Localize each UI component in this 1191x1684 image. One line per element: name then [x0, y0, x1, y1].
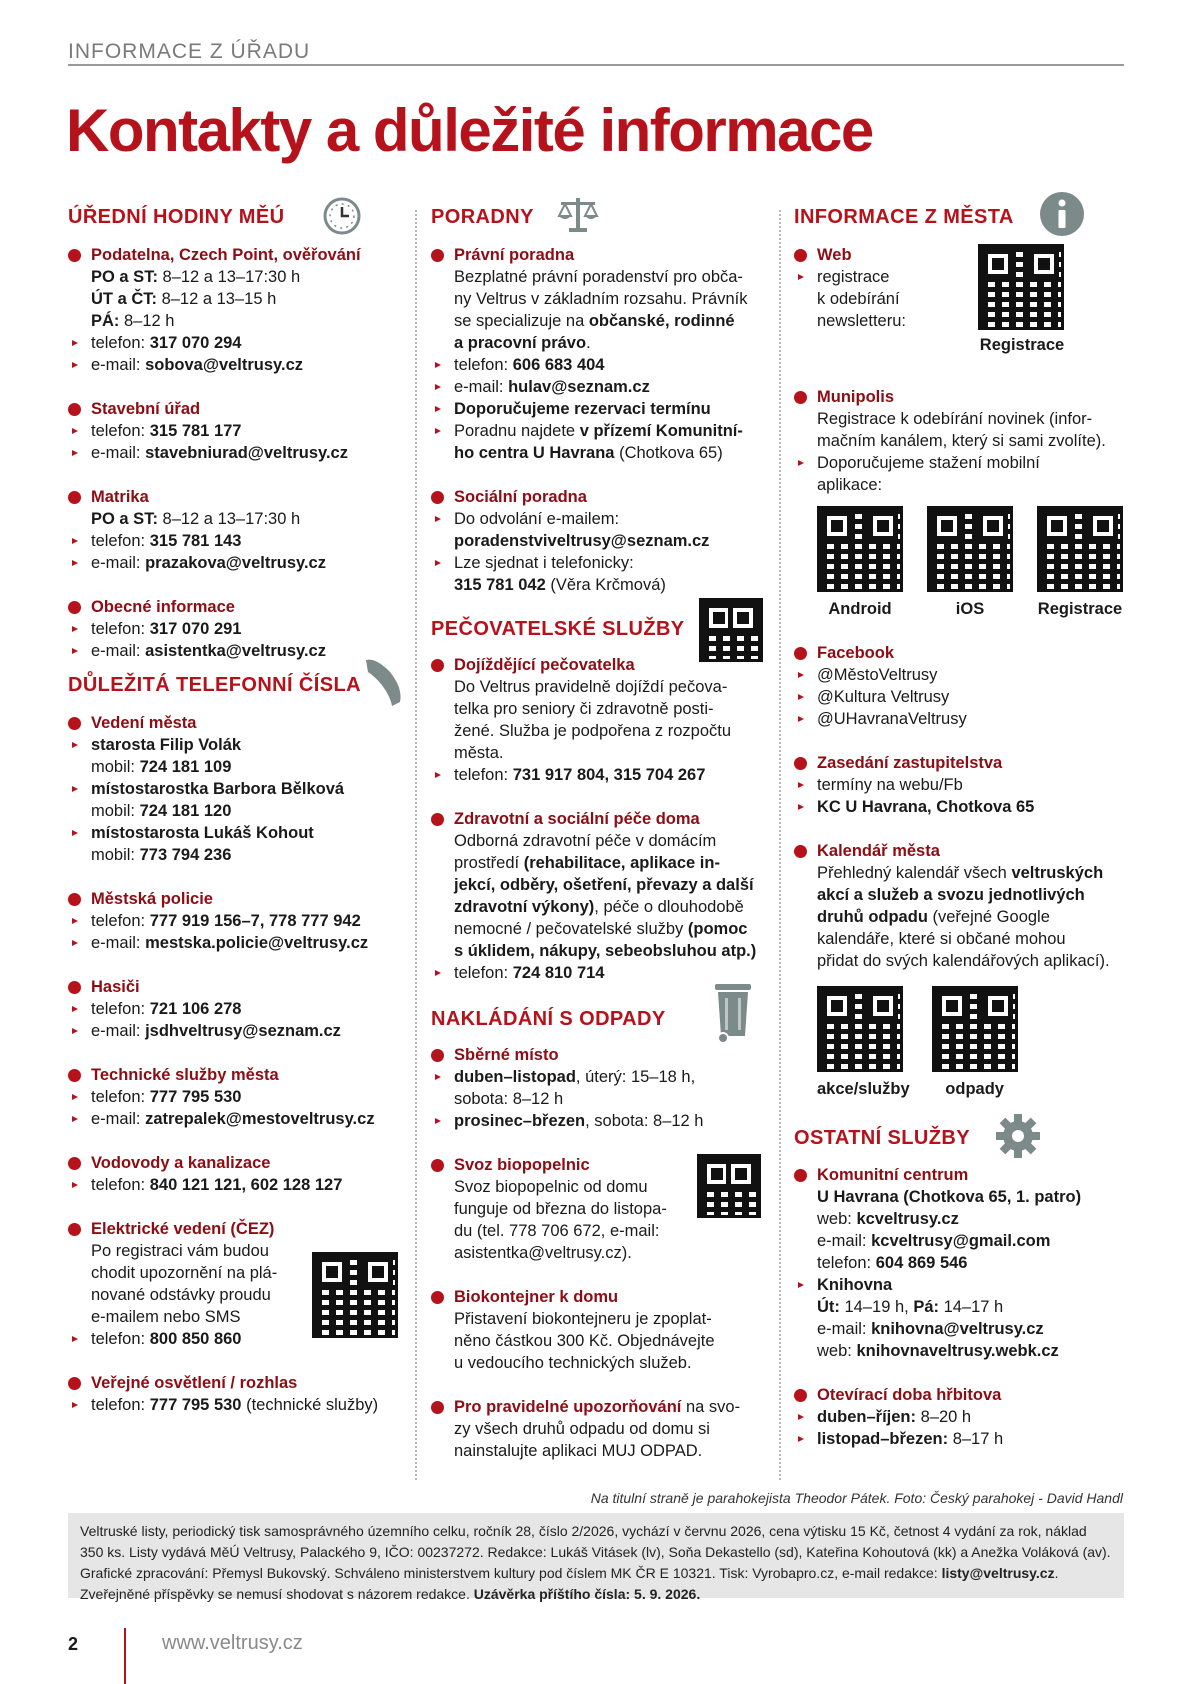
info-block-upozornovani: Pro pravidelné upozorňování na svo- zy všech druhů odpadu od domu si nainstalujte aplikaci MUJ ODPAD. [431, 1396, 771, 1462]
contact-block-vedeni: Vedení města starosta Filip Volák mobil: 724 181 109 místostarostka Barbora Bělková mobil: 724 181 120 místostarosta Lukáš Kohout mobil: 773 794 236 [68, 712, 410, 866]
contact-block-podatelna: Podatelna, Czech Point, ověřování PO a ST: 8–12 a 13–17:30 h ÚT a ČT: 8–12 a 13–15 h PÁ: 8–12 h telefon: 317 070 294 e-mail: sobova@veltrusy.cz [68, 244, 410, 376]
page-number: 2 [68, 1634, 79, 1654]
qr-code-icon[interactable] [699, 598, 763, 662]
section-label: INFORMACE Z ÚŘADU [68, 40, 311, 63]
phone-line: telefon: 800 850 860 [68, 1328, 410, 1350]
email-link[interactable]: poradenstviveltrusy@seznam.cz [454, 532, 710, 550]
email-link[interactable]: e-mail: hulav@seznam.cz [431, 376, 771, 398]
section-title: INFORMACE Z MĚSTA [794, 200, 1134, 234]
column-divider [415, 210, 417, 1480]
column-divider [779, 210, 781, 1480]
facebook-link[interactable]: @MěstoVeltrusy [794, 664, 1134, 686]
info-block-web: Web registrace k odebírání newsletteru: Registrace [794, 244, 1134, 364]
email-link[interactable]: e-mail: prazakova@veltrusy.cz [68, 552, 410, 574]
column-advisory [431, 200, 771, 1462]
phone-line: telefon: 317 070 291 [68, 618, 410, 640]
email-link[interactable]: e-mail: knihovna@veltrusy.cz [817, 1320, 1044, 1338]
phone-line: telefon: 777 795 530 (technické služby) [68, 1394, 410, 1416]
phone-line: telefon: 777 795 530 [68, 1086, 410, 1108]
phone-line: telefon: 606 683 404 [431, 354, 771, 376]
qr-code-icon[interactable] [697, 1154, 761, 1218]
contact-block-stavebni: Stavební úřad telefon: 315 781 177 e-mail: stavebniurad@veltrusy.cz [68, 398, 410, 464]
photo-credit: Na titulní straně je parahokejista Theodor Pátek. Foto: Český parahokej - David Handl [590, 1490, 1123, 1506]
qr-code-icon[interactable] [1037, 506, 1123, 592]
info-block-socialni: Sociální poradna Do odvolání e-mailem: poradenstviveltrusy@seznam.cz Lze sjednat i telefonicky: 315 781 042 (Věra Krčmová) [431, 486, 771, 596]
contact-block-obecne: Obecné informace telefon: 317 070 291 e-mail: asistentka@veltrusy.cz [68, 596, 410, 662]
web-link[interactable]: web: kcveltrusy.cz [817, 1210, 959, 1228]
email-link[interactable]: e-mail: kcveltrusy@gmail.com [817, 1232, 1051, 1250]
info-block-komunitni: Komunitní centrum U Havrana (Chotkova 65, 1. patro) web: kcveltrusy.cz e-mail: kcveltrusy@gmail.com telefon: 604 869 546 Knihovna Út: 14–19 h, Pá: 14–17 h e-mail: knihovna@veltrusy.cz web: knihovnaveltrusy.webk.cz [794, 1164, 1134, 1362]
gear-icon [994, 1112, 1042, 1160]
qr-code-icon[interactable] [978, 244, 1064, 330]
contact-block-matrika: Matrika PO a ST: 8–12 a 13–17:30 h telefon: 315 781 143 e-mail: prazakova@veltrusy.cz [68, 486, 410, 574]
column-office-contacts [68, 200, 410, 1416]
web-link[interactable]: web: knihovnaveltrusy.webk.cz [817, 1342, 1059, 1360]
footer-url[interactable]: www.veltrusy.cz [162, 1632, 303, 1654]
contact-block-vodovody: Vodovody a kanalizace telefon: 840 121 121, 602 128 127 [68, 1152, 410, 1196]
email-link[interactable]: e-mail: stavebniurad@veltrusy.cz [68, 442, 410, 464]
email-link[interactable]: e-mail: asistentka@veltrusy.cz [68, 640, 410, 662]
section-title: PEČOVATELSKÉ SLUŽBY [431, 606, 771, 652]
phone-line: telefon: 840 121 121, 602 128 127 [68, 1174, 410, 1196]
qr-code-icon[interactable] [817, 506, 903, 592]
contact-block-hasici: Hasiči telefon: 721 106 278 e-mail: jsdhveltrusy@seznam.cz [68, 976, 410, 1042]
info-block-sberne: Sběrné místo duben–listopad, úterý: 15–18 h, sobota: 8–12 h prosinec–březen, sobota: 8–12 h [431, 1044, 771, 1132]
section-title: DŮLEŽITÁ TELEFONNÍ ČÍSLA [68, 668, 410, 702]
qr-code-icon[interactable] [312, 1252, 398, 1338]
contact-block-policie: Městská policie telefon: 777 919 156–7, 778 777 942 e-mail: mestska.policie@veltrusy.cz [68, 888, 410, 954]
qr-code-icon[interactable] [927, 506, 1013, 592]
info-icon [1038, 190, 1086, 238]
info-block-facebook: Facebook @MěstoVeltrusy @Kultura Veltrusy @UHavranaVeltrusy [794, 642, 1134, 730]
section-title: NAKLÁDÁNÍ S ODPADY [431, 996, 771, 1042]
phone-line: telefon: 777 919 156–7, 778 777 942 [68, 910, 410, 932]
column-town-info [794, 200, 1134, 1450]
email-link[interactable]: e-mail: zatrepalek@mestoveltrusy.cz [68, 1108, 410, 1130]
phone-line: telefon: 721 106 278 [68, 998, 410, 1020]
trash-bin-icon [711, 980, 755, 1044]
footer-divider [124, 1628, 126, 1684]
phone-line: telefon: 317 070 294 [68, 332, 410, 354]
info-block-zasedani: Zasedání zastupitelstva termíny na webu/Fb KC U Havrana, Chotkova 65 [794, 752, 1134, 818]
facebook-link[interactable]: @Kultura Veltrusy [794, 686, 1134, 708]
contact-block-technicke: Technické služby města telefon: 777 795 530 e-mail: zatrepalek@mestoveltrusy.cz [68, 1064, 410, 1130]
section-title: PORADNY [431, 200, 771, 234]
section-title: OSTATNÍ SLUŽBY [794, 1116, 1134, 1160]
phone-line: telefon: 315 781 143 [68, 530, 410, 552]
phone-line: telefon: 315 781 177 [68, 420, 410, 442]
contact-block-cez: Elektrické vedení (ČEZ) Po registraci vám budou chodit upozornění na plá- nované odstávky proudu e-mailem nebo SMS telefon: 800 850 860 [68, 1218, 410, 1350]
info-block-biokontejner: Biokontejner k domu Přistavení biokontejneru je zpoplat- něno částkou 300 Kč. Objednávejte u vedoucího technických služeb. [431, 1286, 771, 1374]
phone-line: telefon: 724 810 714 [431, 962, 771, 984]
info-block-pravni: Právní poradna Bezplatné právní poradenství pro obča- ny Veltrus v základním rozsahu. Právník se specializuje na občanské, rodinné a pracovní právo. telefon: 606 683 404 e-mail: hulav@seznam.cz Doporučujeme rezervaci termínu Poradnu najdete v přízemí Komunitní- ho centra U Havrana (Chotkova 65) [431, 244, 771, 464]
info-block-hrbitov: Otevírací doba hřbitova duben–říjen: 8–20 h listopad–březen: 8–17 h [794, 1384, 1134, 1450]
qr-code-icon[interactable] [817, 986, 903, 1072]
info-block-munipolis: Munipolis Registrace k odebírání novinek (infor- mačním kanálem, který si sami zvolíte). Doporučujeme stažení mobilní aplikace: Android iOS Registrace [794, 386, 1134, 620]
qr-code-icon[interactable] [932, 986, 1018, 1072]
page-title: Kontakty a důležité informace [66, 97, 873, 164]
scales-icon [557, 194, 599, 236]
email-link[interactable]: listy@veltrusy.cz [941, 1565, 1055, 1581]
phone-line: telefon: 731 917 804, 315 704 267 [431, 764, 771, 786]
section-title: ÚŘEDNÍ HODINY MĚÚ [68, 200, 410, 234]
email-link[interactable]: e-mail: jsdhveltrusy@seznam.cz [68, 1020, 410, 1042]
phone-icon [360, 656, 406, 710]
info-block-kalendar: Kalendář města Přehledný kalendář všech veltruských akcí a služeb a svozu jednotlivých druhů odpadu (veřejné Google kalendáře, které si občané mohou přidat do svých kalendářových aplikací). akce/služby odpady [794, 840, 1134, 1100]
email-link[interactable]: e-mail: mestska.policie@veltrusy.cz [68, 932, 410, 954]
info-block-svoz: Svoz biopopelnic Svoz biopopelnic od domu funguje od března do listopa- du (tel. 778 706 672, e-mail: asistentka@veltrusy.cz). [431, 1154, 771, 1264]
email-link[interactable]: e-mail: sobova@veltrusy.cz [68, 354, 410, 376]
info-block-zdravotni: Zdravotní a sociální péče doma Odborná zdravotní péče v domácím prostředí (rehabilitace, aplikace in- jekcí, odběry, ošetření, převazy a další zdravotní výkony), péče o dlouhodobě nemocné / pečovatelské služby (pomoc s úklidem, nákupy, sebeobsluhou atp.) telefon: 724 810 714 [431, 808, 771, 984]
info-block-dojizdejici: Dojíždějící pečovatelka Do Veltrus pravidelně dojíždí pečova- telka pro seniory či zdravotně posti- žené. Služba je podpořena z rozpočtu města. telefon: 731 917 804, 315 704 267 [431, 654, 771, 786]
contact-block-osvetleni: Veřejné osvětlení / rozhlas telefon: 777 795 530 (technické služby) [68, 1372, 410, 1416]
header-rule [68, 64, 1124, 66]
facebook-link[interactable]: @UHavranaVeltrusy [794, 708, 1134, 730]
clock-icon [322, 196, 362, 236]
imprint-box: Veltruské listy, periodický tisk samosprávného územního celku, ročník 28, číslo 2/2026, vychází v červnu 2026, cena výtisku 15 Kč, četnost 4 vydání za rok, náklad 350 ks. Listy vydává MěÚ Veltrusy, Palackého 9, IČO: 00237272. Redakce: Lukáš Vitásek (lv), Soňa Dekastello (sd), Kateřina Kohoutová (kk) a Anežka Voláková (av). Grafické zpracování: Přemysl Bukovský. Schváleno ministerstvem kultury pod číslem MK ČR E 10321. Tisk: Vyrobapro.cz, e-mail redakce: listy@veltrusy.cz. Zveřejněné příspěvky se nemusí shodovat s názorem redakce. Uzávěrka příštího čísla: 5. 9. 2026. [68, 1513, 1124, 1598]
